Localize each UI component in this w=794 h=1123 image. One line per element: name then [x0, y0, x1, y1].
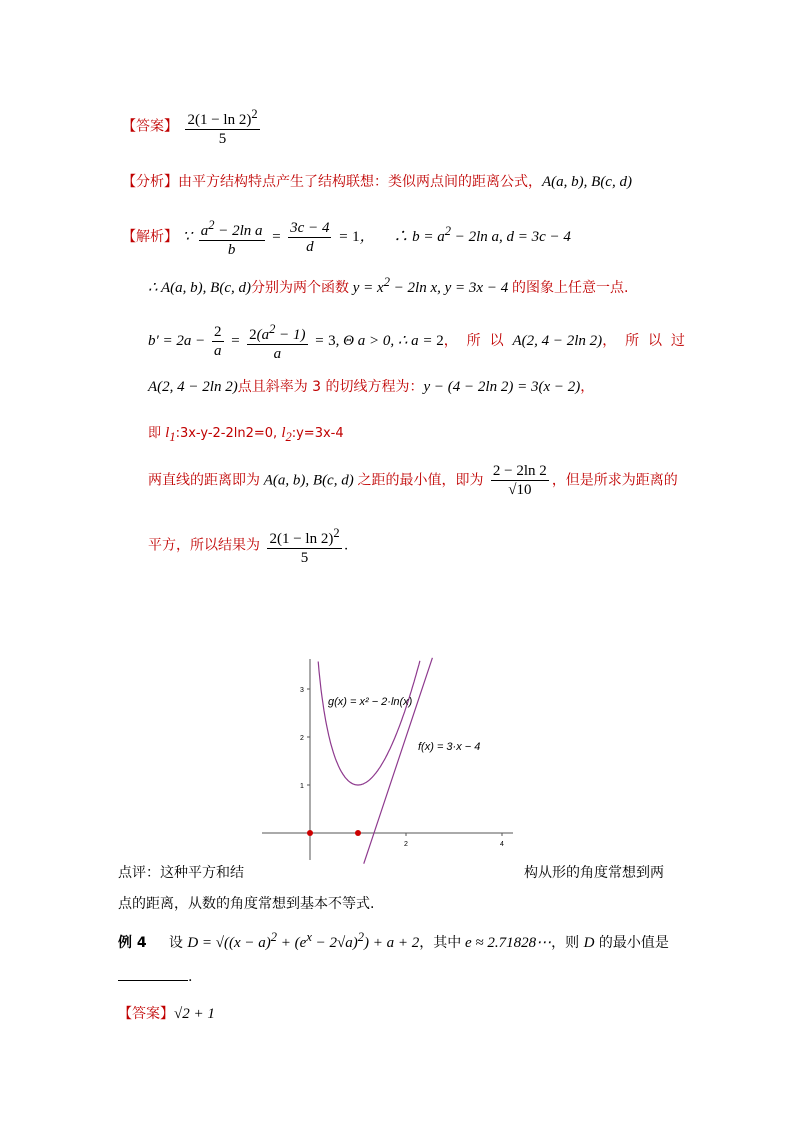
analysis-line — [122, 171, 632, 191]
solution-line-1 — [122, 216, 571, 259]
answer2-value: √2 + 1 — [174, 1006, 215, 1022]
function-graph — [258, 655, 520, 865]
analysis-points: A(a, b), B(c, d) — [542, 174, 632, 190]
graph-axes — [262, 659, 513, 860]
solution-line-5: 即 $l_1:3x-y-2-2\ln 2=0$, $l_2:y=3x-4$ — [148, 425, 344, 444]
y-tick-label: 3 — [300, 687, 304, 694]
answer2-tag: 【答案】 — [118, 1006, 174, 1022]
y-tick-label: 2 — [300, 735, 304, 742]
example-label: 例 4 — [118, 935, 147, 951]
solution-line-4: A(2, 4 − 2ln 2)点且斜率为 3 的切线方程为：y − (4 − 2ln 2) = 3(x − 2)， — [148, 379, 595, 395]
solution-line-6: 两直线的距离即为 A(a, b), B(c, d) 之距的最小值，即为 $\frac{2 - 2\ln 2}{√10}$ ，但是所求为距离的 — [148, 463, 678, 498]
y-tick-label: 1 — [300, 783, 304, 790]
comment-line2: 点的距离，从数的角度常想到基本不等式. — [118, 896, 375, 912]
answer-fraction: $\frac{2(1 - \ln 2)^2}{5}$ — [187, 107, 258, 147]
origin-point — [307, 830, 313, 836]
answer-1 — [122, 105, 263, 148]
solution-line-2: ∴ A(a, b), B(c, d)分别为两个函数 $y = x^2 - 2\ln$ x, y = 3x − 4 的图象上任意一点. — [148, 275, 629, 296]
answer-2 — [118, 1003, 215, 1023]
analysis-tag: 【分析】 — [122, 174, 178, 190]
x-tick-label: 4 — [500, 841, 504, 848]
analysis-text: 由平方结构特点产生了结构联想：类似两点间的距离公式， — [178, 174, 542, 190]
g-label: g(x) = x² − 2·ln(x) — [328, 696, 413, 708]
f-label: f(x) = 3·x − 4 — [418, 741, 481, 753]
solution-tag: 【解析】 — [122, 228, 178, 245]
example-4: 例 4 设 $D = √((x - a)^2 + (e^x - 2√a)^2) + a + 2$，其中 e ≈ 2.71828⋯，则 D 的最小值是 — [118, 930, 669, 951]
comment-part1: 点评：这种平方和结 — [118, 865, 244, 881]
x-tick-label: 2 — [404, 841, 408, 848]
solution-line1-math: ∵ $\frac{a^2 - 2\ln a}{b}$ = $\frac{3c - 4}{d}$ = 1， ∴ $b = a^2 - 2\ln$ a, d = 3c − 4 — [182, 218, 571, 258]
x1-point — [355, 830, 361, 836]
answer-tag: 【答案】 — [122, 118, 178, 135]
solution-line-7: 平方，所以结果为 $\frac{2(1 - \ln 2)^2}{5}$ . — [148, 526, 349, 566]
solution-line-3: b′ = 2a − $\frac{2}{a}$ = $\frac{2(a^2 - 1)}{a}$ = 3, Θ a > 0, ∴ a = 2， 所 以 A(2, 4 − 2ln 2)， 所 以 过 — [148, 322, 685, 362]
answer-blank: . — [118, 966, 192, 985]
g-curve — [318, 661, 420, 785]
comment-part2: 构从形的角度常想到两 — [524, 865, 664, 881]
